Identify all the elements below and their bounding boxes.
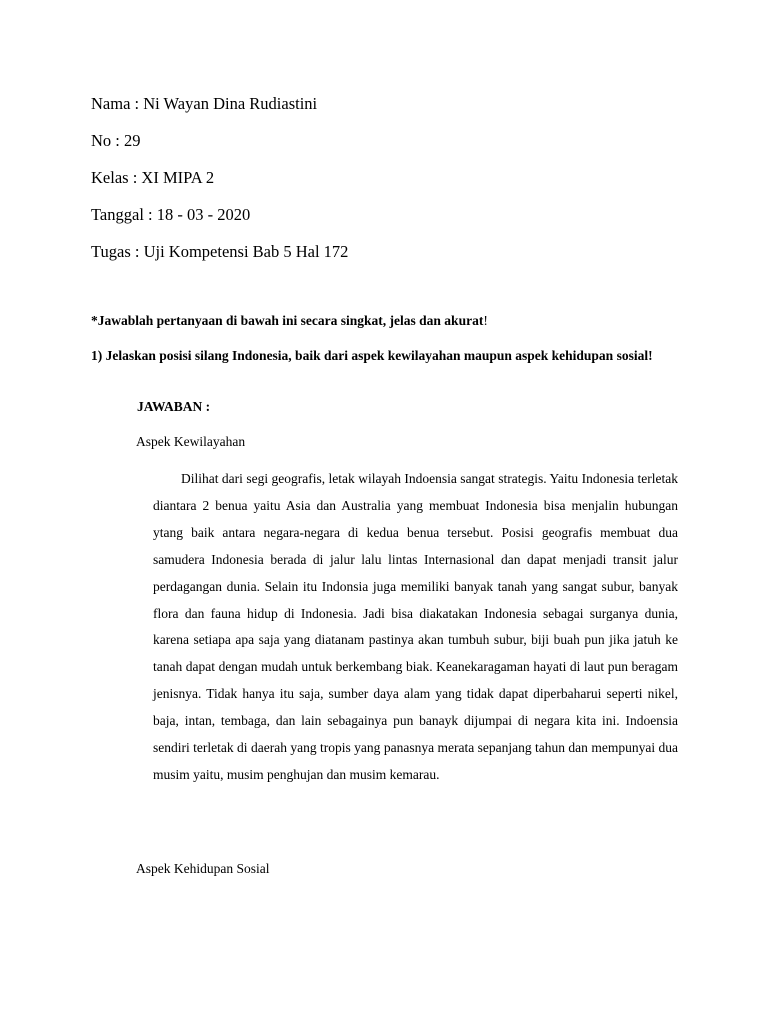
section-title-sosial: Aspek Kehidupan Sosial [136,861,270,876]
instruction-end: ! [483,313,488,328]
student-class: Kelas : XI MIPA 2 [91,168,215,187]
answer-label: JAWABAN : [137,399,211,414]
assignment-task: Tugas : Uji Kompetensi Bab 5 Hal 172 [91,242,349,261]
assignment-date: Tanggal : 18 - 03 - 2020 [91,205,251,224]
student-name: Nama : Ni Wayan Dina Rudiastini [91,94,318,113]
section-title-kewilayahan: Aspek Kewilayahan [136,434,246,449]
instruction [91,312,488,330]
paragraph-kewilayahan: Dilihat dari segi geografis, letak wilayah Indoensia sangat strategis. Yaitu Indonesia terletak diantara 2 benua yaitu Asia dan Australia yang membuat Indonesia bisa menjalin hubungan ytang baik antara negara-negara di kedua benua tersebut. Posisi geografis membuat dua samudera Indonesia berada di jalur lalu lintas Internasional dan dapat menjadi transit jalur perdagangan dunia. Selain itu Indonsia juga memiliki banyak tanah yang sangat subur, banyak flora dan fauna hidup di Indonesia. Jadi bisa diakatakan Indonesia sebagai surganya dunia, karena setiapa apa saja yang diatanam pastinya akan tumbuh subur, biji buah pun jika jatuh ke tanah dapat dengan mudah untuk berkembang biak. Keanekaragaman hayati di laut pun beragam jenisnya. Tidak hanya itu saja, sumber daya alam yang tidak dapat diperbaharui seperti nikel, baja, intan, tembaga, dan lain sebagainya pun banayk dijumpai di negara kita ini. Indoensia sendiri terletak di daerah yang tropis yang panasnya merata sepanjang tahun dan mempunyai dua musim yaitu, musim penghujan dan musim kemarau. [153,471,678,782]
instruction-text: *Jawablah pertanyaan di bawah ini secara singkat, jelas dan akurat [91,313,484,328]
question-1: 1) Jelaskan posisi silang Indonesia, baik dari aspek kewilayahan maupun aspek kehidupan sosial! [91,348,653,363]
student-number: No : 29 [91,131,141,150]
